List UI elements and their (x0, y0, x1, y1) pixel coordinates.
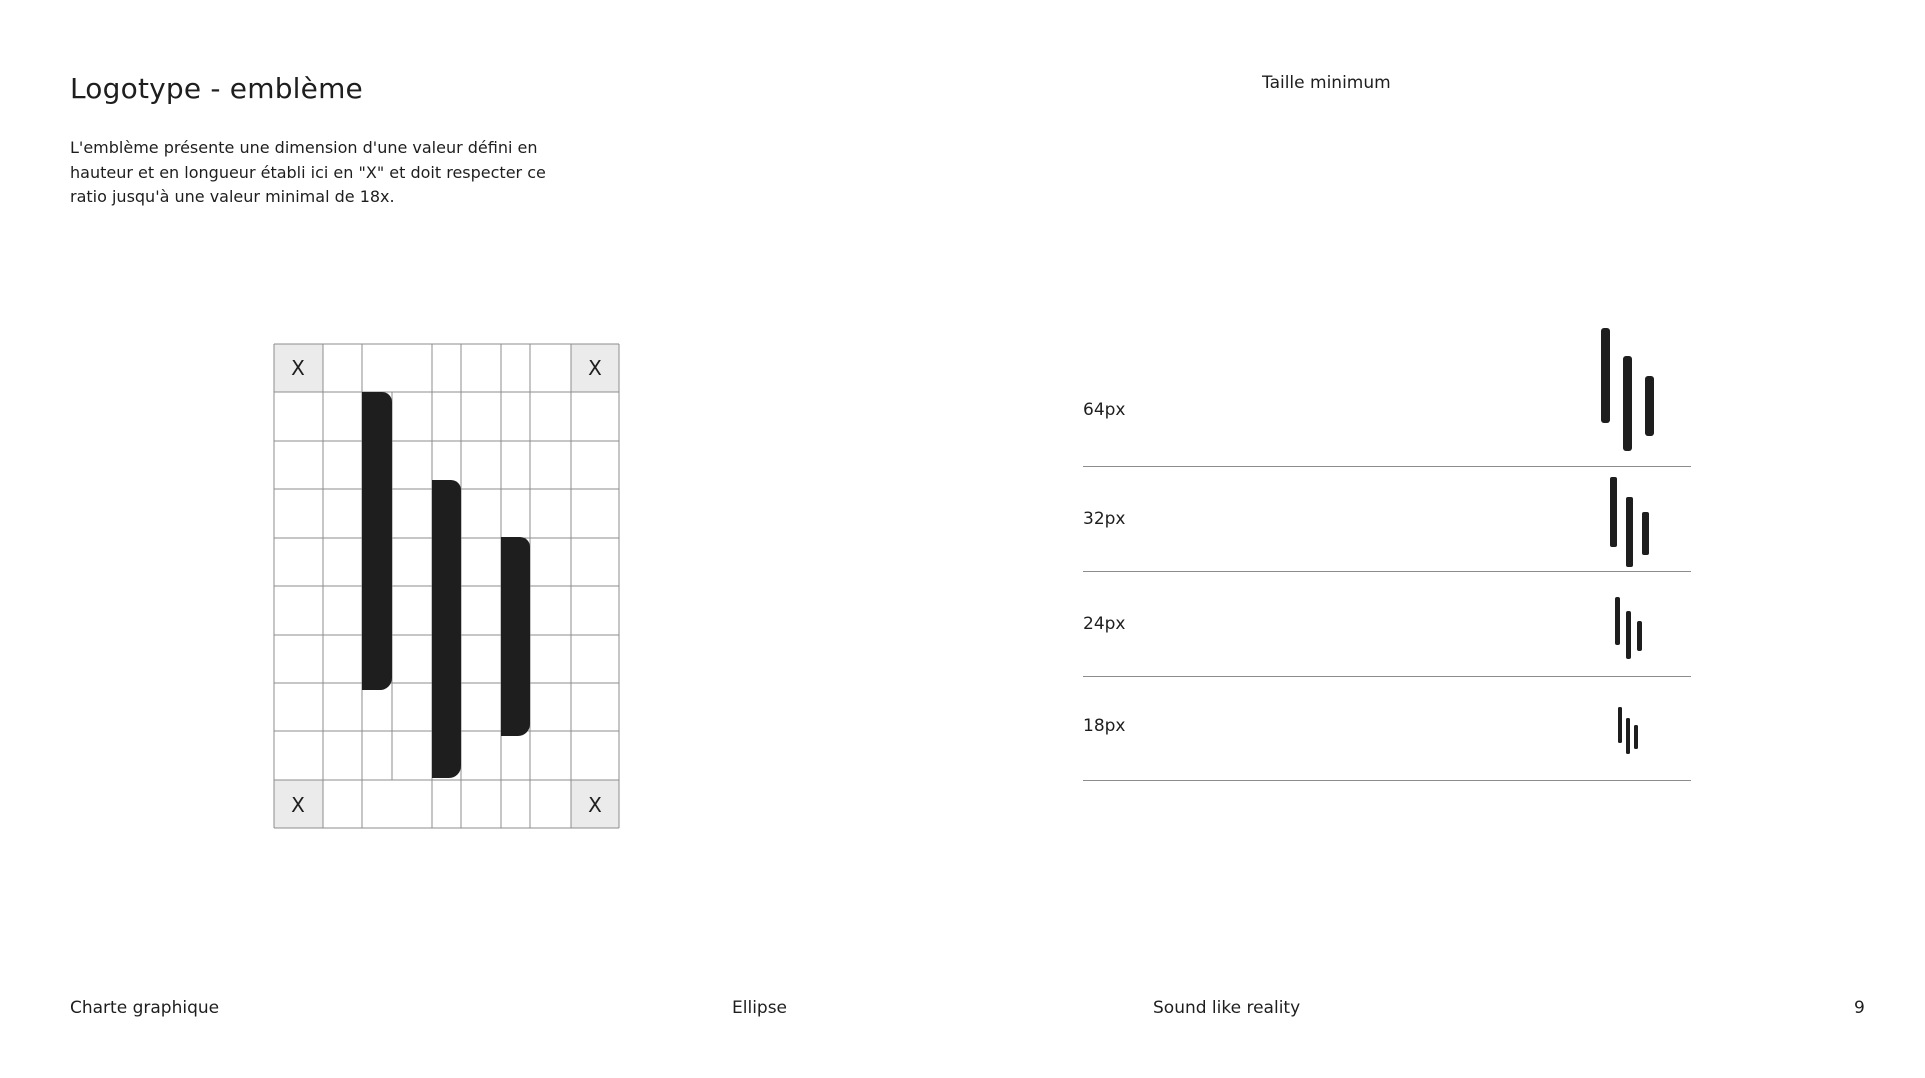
page-number: 9 (1854, 998, 1865, 1018)
emblem-24px-icon (1615, 597, 1647, 663)
divider (1083, 780, 1691, 781)
divider (1083, 466, 1691, 467)
emblem-18px-icon (1618, 707, 1642, 757)
divider (1083, 571, 1691, 572)
size-label: 24px (1083, 614, 1126, 634)
size-label: 64px (1083, 400, 1126, 420)
emblem-bar-right (501, 537, 530, 736)
emblem-bar-left (362, 392, 392, 690)
emblem-32px-icon (1610, 477, 1654, 571)
footer-tagline: Sound like reality (1153, 998, 1301, 1018)
emblem-64px-icon (1601, 328, 1661, 458)
page-title: Logotype - emblème (70, 72, 363, 105)
marker-label-top-right: X (588, 356, 602, 380)
size-label: 18px (1083, 716, 1126, 736)
footer-brand-name: Ellipse (732, 998, 788, 1018)
footer-document-name: Charte graphique (70, 998, 220, 1018)
marker-label-bottom-right: X (588, 793, 602, 817)
page-description: L'emblème présente une dimension d'une valeur défini en hauteur et en longueur établi ici en "X" et doit respecter ce ratio jusqu'à une valeur minimal de 18x. (70, 138, 546, 206)
emblem-bar-middle (432, 480, 461, 778)
divider (1083, 676, 1691, 677)
marker-label-bottom-left: X (291, 793, 305, 817)
marker-label-top-left: X (291, 356, 305, 380)
size-label: 32px (1083, 509, 1126, 529)
min-size-heading: Taille minimum (1262, 73, 1391, 93)
